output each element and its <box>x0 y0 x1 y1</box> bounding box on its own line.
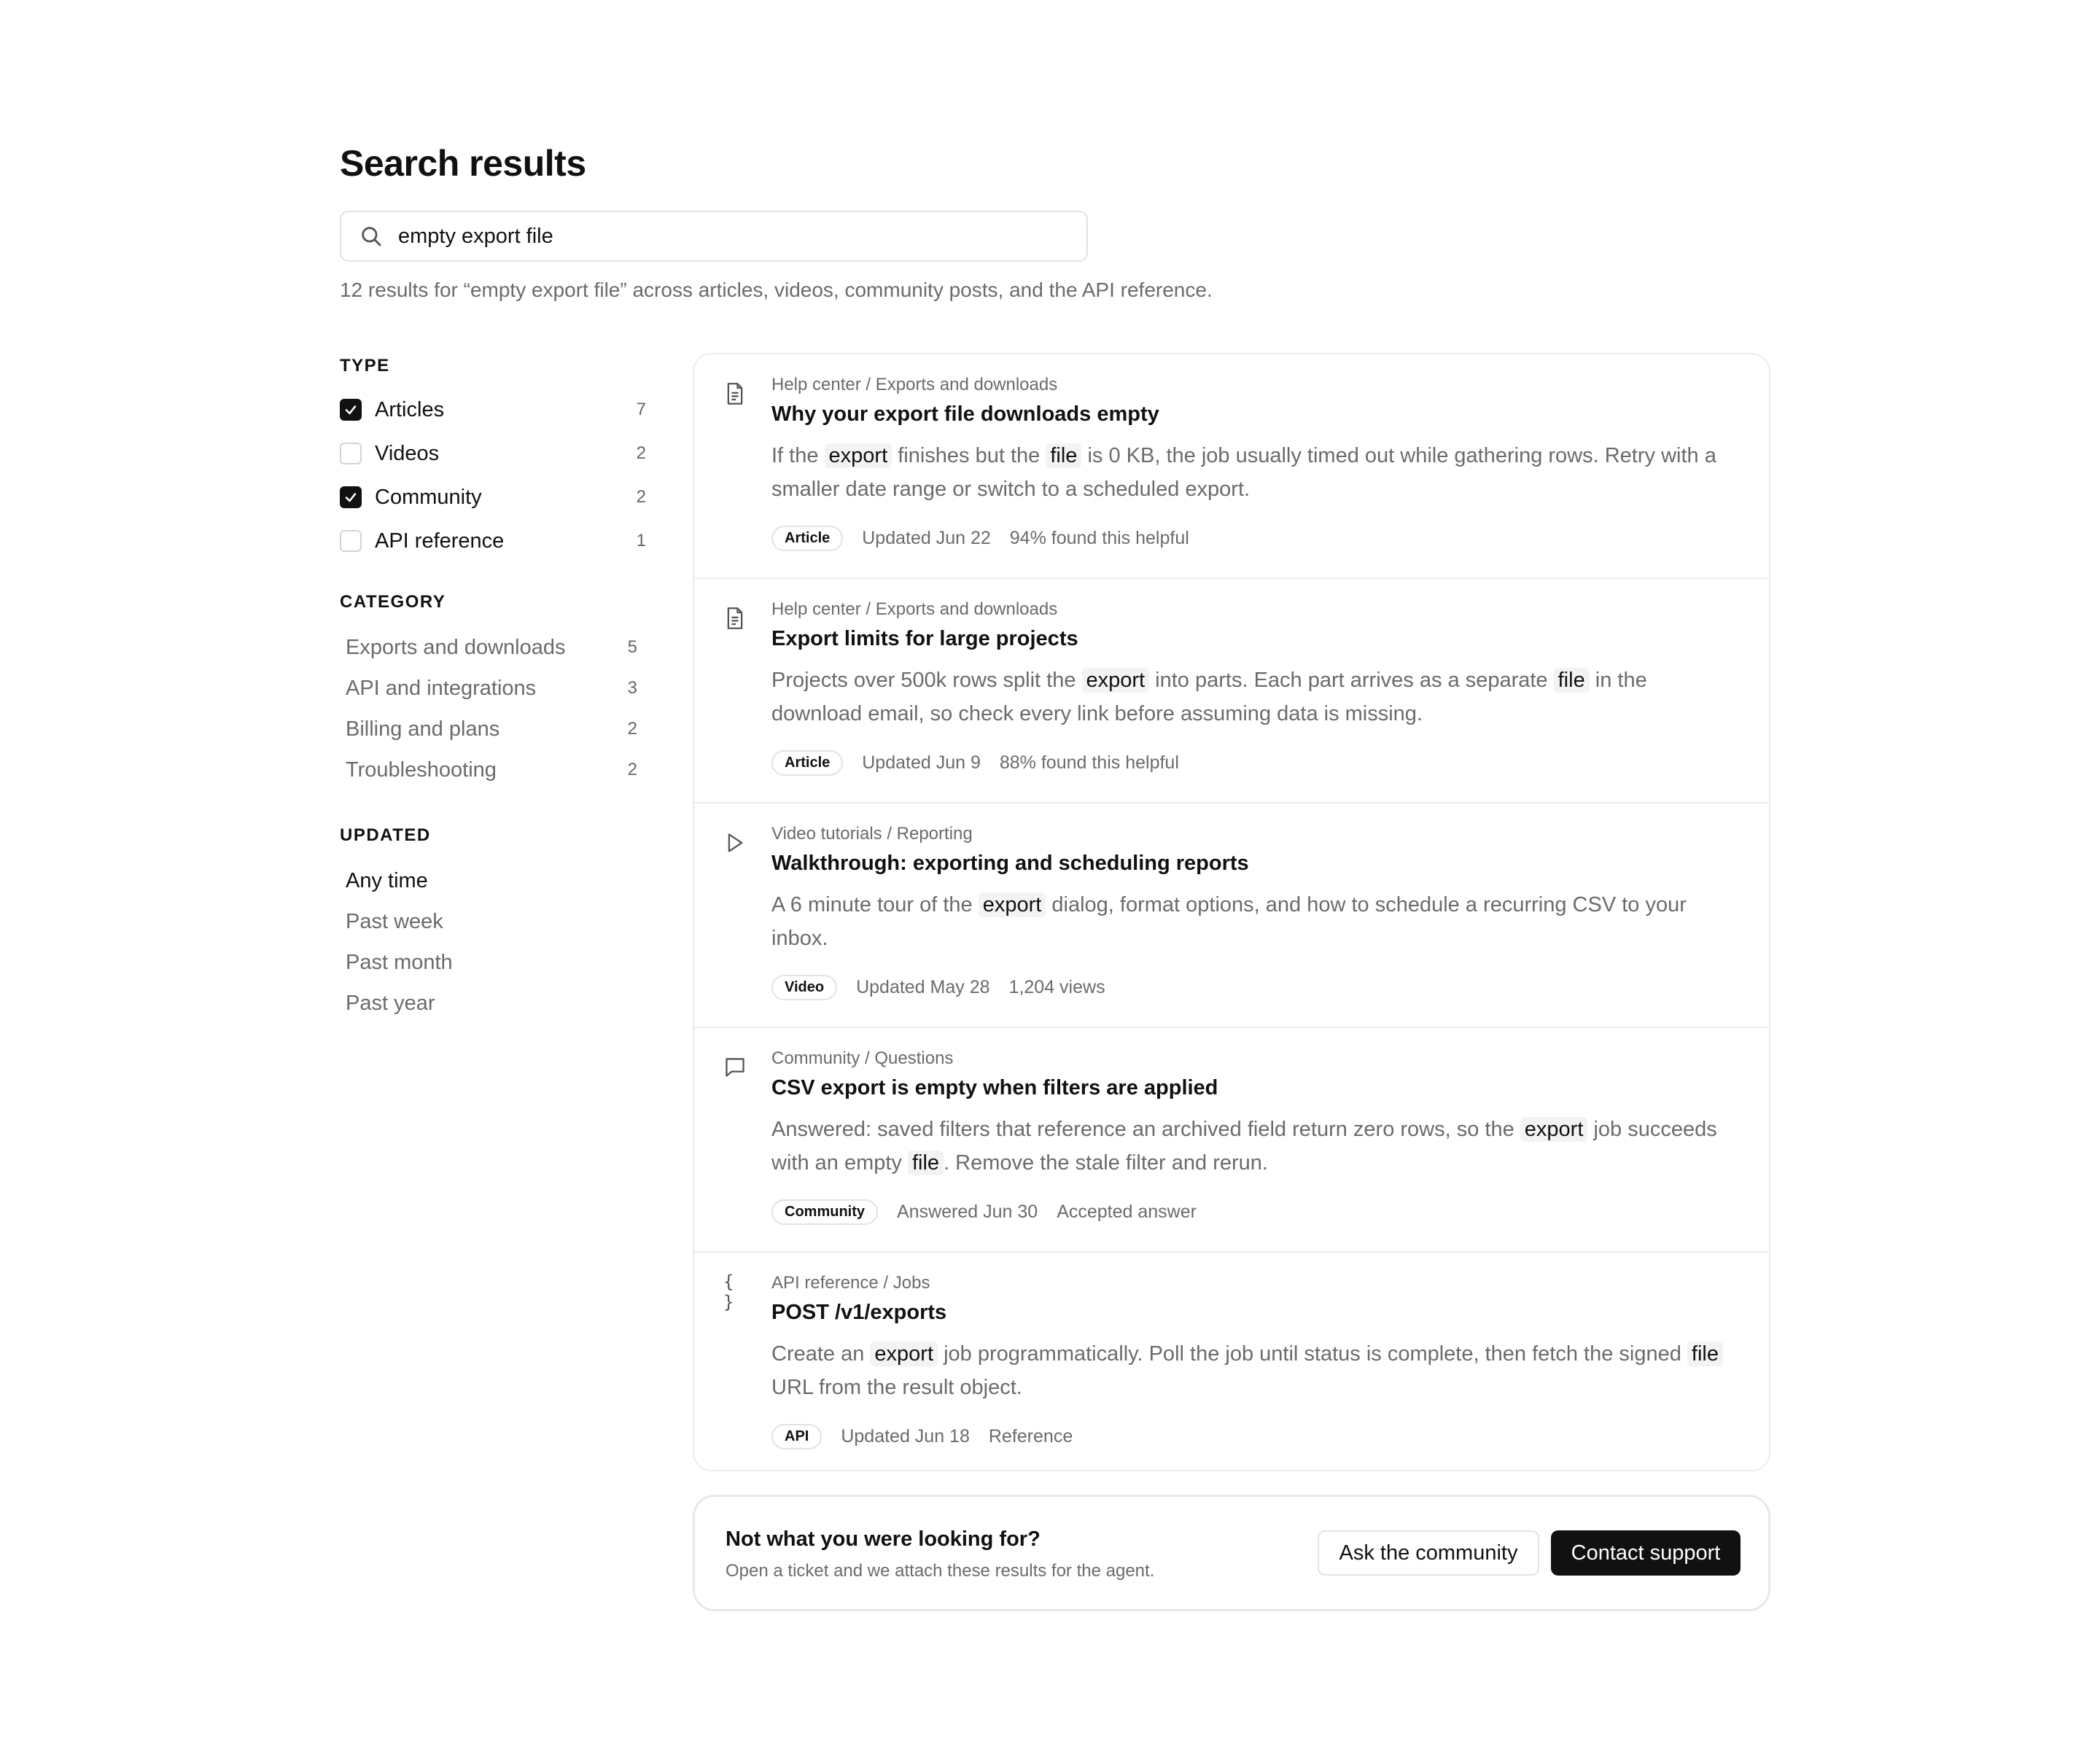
filter-count: 2 <box>636 443 646 463</box>
updated-date: Updated Jun 22 <box>862 527 991 548</box>
type-filter-heading: TYPE <box>340 356 390 375</box>
query-highlight: export <box>870 1342 938 1366</box>
filter-count: 7 <box>636 400 646 419</box>
helpful-stat: 88% found this helpful <box>999 752 1179 773</box>
result-meta <box>771 1422 1073 1451</box>
cta-title: Not what you were looking for? <box>726 1527 1041 1551</box>
search-icon <box>359 224 384 249</box>
type-filter-community[interactable] <box>340 483 646 512</box>
result-breadcrumb: Video tutorials / Reporting <box>771 824 973 844</box>
filter-label: Community <box>375 485 482 509</box>
result-meta <box>771 1197 1197 1226</box>
result-meta <box>771 973 1105 1002</box>
reference-label: Reference <box>988 1425 1073 1447</box>
query-highlight: export <box>979 892 1046 917</box>
result-item[interactable] <box>694 579 1769 803</box>
time-label: Past week <box>346 909 443 933</box>
updated-filter-heading: UPDATED <box>340 825 431 845</box>
updated-any-time[interactable] <box>340 865 646 897</box>
category-troubleshooting[interactable] <box>340 754 646 786</box>
category-exports-and-downloads[interactable] <box>340 631 646 663</box>
result-snippet: If the export finishes but the file is 0 KB, the job usually timed out while gathering rows. Retry with a smaller date range or switch to a scheduled export. <box>771 444 1716 501</box>
updated-date: Updated Jun 9 <box>862 752 981 773</box>
search-input[interactable] <box>397 224 1056 249</box>
category-label: API and integrations <box>346 676 537 700</box>
page-title: Search results <box>340 143 586 184</box>
result-item[interactable] <box>694 1028 1769 1253</box>
document-icon <box>723 381 747 407</box>
updated-date: Updated May 28 <box>856 976 990 997</box>
type-filter-articles[interactable] <box>340 395 646 424</box>
category-count: 2 <box>627 760 637 779</box>
category-filter-heading: CATEGORY <box>340 592 446 612</box>
result-title[interactable]: CSV export is empty when filters are applied <box>771 1076 1218 1099</box>
results-list <box>693 353 1770 1471</box>
checkbox-checked[interactable] <box>340 486 362 508</box>
time-label: Past month <box>346 950 453 974</box>
checkbox-unchecked[interactable] <box>340 443 362 464</box>
query-highlight: file <box>1554 668 1590 693</box>
filter-label: API reference <box>375 529 505 553</box>
code-braces-icon: { } <box>723 1272 734 1312</box>
checkmark-icon <box>343 490 358 505</box>
result-title[interactable]: Walkthrough: exporting and scheduling reports <box>771 852 1249 875</box>
type-badge: Article <box>771 526 843 551</box>
result-breadcrumb: API reference / Jobs <box>771 1273 930 1293</box>
result-snippet: A 6 minute tour of the export dialog, format options, and how to schedule a recurring CSV to your inbox. <box>771 893 1687 950</box>
view-count: 1,204 views <box>1008 976 1105 997</box>
filter-label: Videos <box>375 441 440 465</box>
category-label: Troubleshooting <box>346 758 497 782</box>
query-highlight: file <box>1687 1342 1723 1366</box>
category-count: 3 <box>627 678 637 698</box>
search-box[interactable] <box>340 211 1088 262</box>
type-badge: Video <box>771 975 837 1000</box>
contact-support-button[interactable]: Contact support <box>1551 1530 1741 1576</box>
result-breadcrumb: Community / Questions <box>771 1048 954 1068</box>
query-highlight: export <box>825 443 892 468</box>
query-highlight: file <box>908 1151 944 1175</box>
result-title[interactable]: POST /v1/exports <box>771 1301 947 1324</box>
updated-past-week[interactable] <box>340 906 646 938</box>
accepted-answer-label: Accepted answer <box>1057 1201 1197 1222</box>
result-snippet: Projects over 500k rows split the export into parts. Each part arrives as a separate file in the download email, so check every link before assuming data is missing. <box>771 669 1647 725</box>
answered-date: Answered Jun 30 <box>897 1201 1038 1222</box>
type-filter-api-reference[interactable] <box>340 526 646 556</box>
time-label: Any time <box>346 868 428 892</box>
type-badge: Article <box>771 750 843 776</box>
category-count: 5 <box>627 637 637 657</box>
time-label: Past year <box>346 991 435 1015</box>
result-item[interactable] <box>694 1253 1769 1471</box>
result-item[interactable] <box>694 803 1769 1028</box>
updated-date: Updated Jun 18 <box>841 1425 970 1447</box>
type-badge: API <box>771 1424 822 1449</box>
results-summary: 12 results for “empty export file” across articles, videos, community posts, and the API reference. <box>340 279 1213 301</box>
play-icon <box>723 830 747 856</box>
category-billing-and-plans[interactable] <box>340 713 646 745</box>
filter-count: 2 <box>636 487 646 507</box>
updated-past-month[interactable] <box>340 946 646 978</box>
category-api-and-integrations[interactable] <box>340 672 646 704</box>
category-label: Exports and downloads <box>346 635 566 659</box>
query-highlight: file <box>1046 443 1081 468</box>
result-meta <box>771 523 1189 553</box>
result-snippet: Answered: saved filters that reference an archived field return zero rows, so the export job succeeds with an empty file . Remove the stale filter and rerun. <box>771 1118 1717 1175</box>
query-highlight: export <box>1520 1117 1588 1142</box>
ask-community-button[interactable]: Ask the community <box>1318 1530 1539 1576</box>
result-breadcrumb: Help center / Exports and downloads <box>771 599 1058 619</box>
cta-subtitle: Open a ticket and we attach these results for the agent. <box>726 1561 1155 1581</box>
query-highlight: export <box>1082 668 1150 693</box>
result-snippet: Create an export job programmatically. Poll the job until status is complete, then fetch the signed file URL from the result object. <box>771 1337 1741 1404</box>
filter-count: 1 <box>636 531 646 550</box>
filter-label: Articles <box>375 397 445 421</box>
category-count: 2 <box>627 719 637 739</box>
helpful-stat: 94% found this helpful <box>1009 527 1189 548</box>
result-title[interactable]: Export limits for large projects <box>771 627 1078 650</box>
checkbox-checked[interactable] <box>340 399 362 421</box>
category-label: Billing and plans <box>346 717 500 741</box>
updated-past-year[interactable] <box>340 987 646 1019</box>
support-cta <box>693 1495 1770 1611</box>
result-breadcrumb: Help center / Exports and downloads <box>771 375 1058 394</box>
document-icon <box>723 605 747 631</box>
checkmark-icon <box>343 402 358 417</box>
result-item[interactable] <box>694 354 1769 579</box>
type-filter-videos[interactable] <box>340 439 646 468</box>
chat-bubble-icon <box>723 1054 747 1081</box>
result-title[interactable]: Why your export file downloads empty <box>771 402 1159 426</box>
checkbox-unchecked[interactable] <box>340 530 362 552</box>
type-badge: Community <box>771 1199 878 1225</box>
result-meta <box>771 748 1179 777</box>
